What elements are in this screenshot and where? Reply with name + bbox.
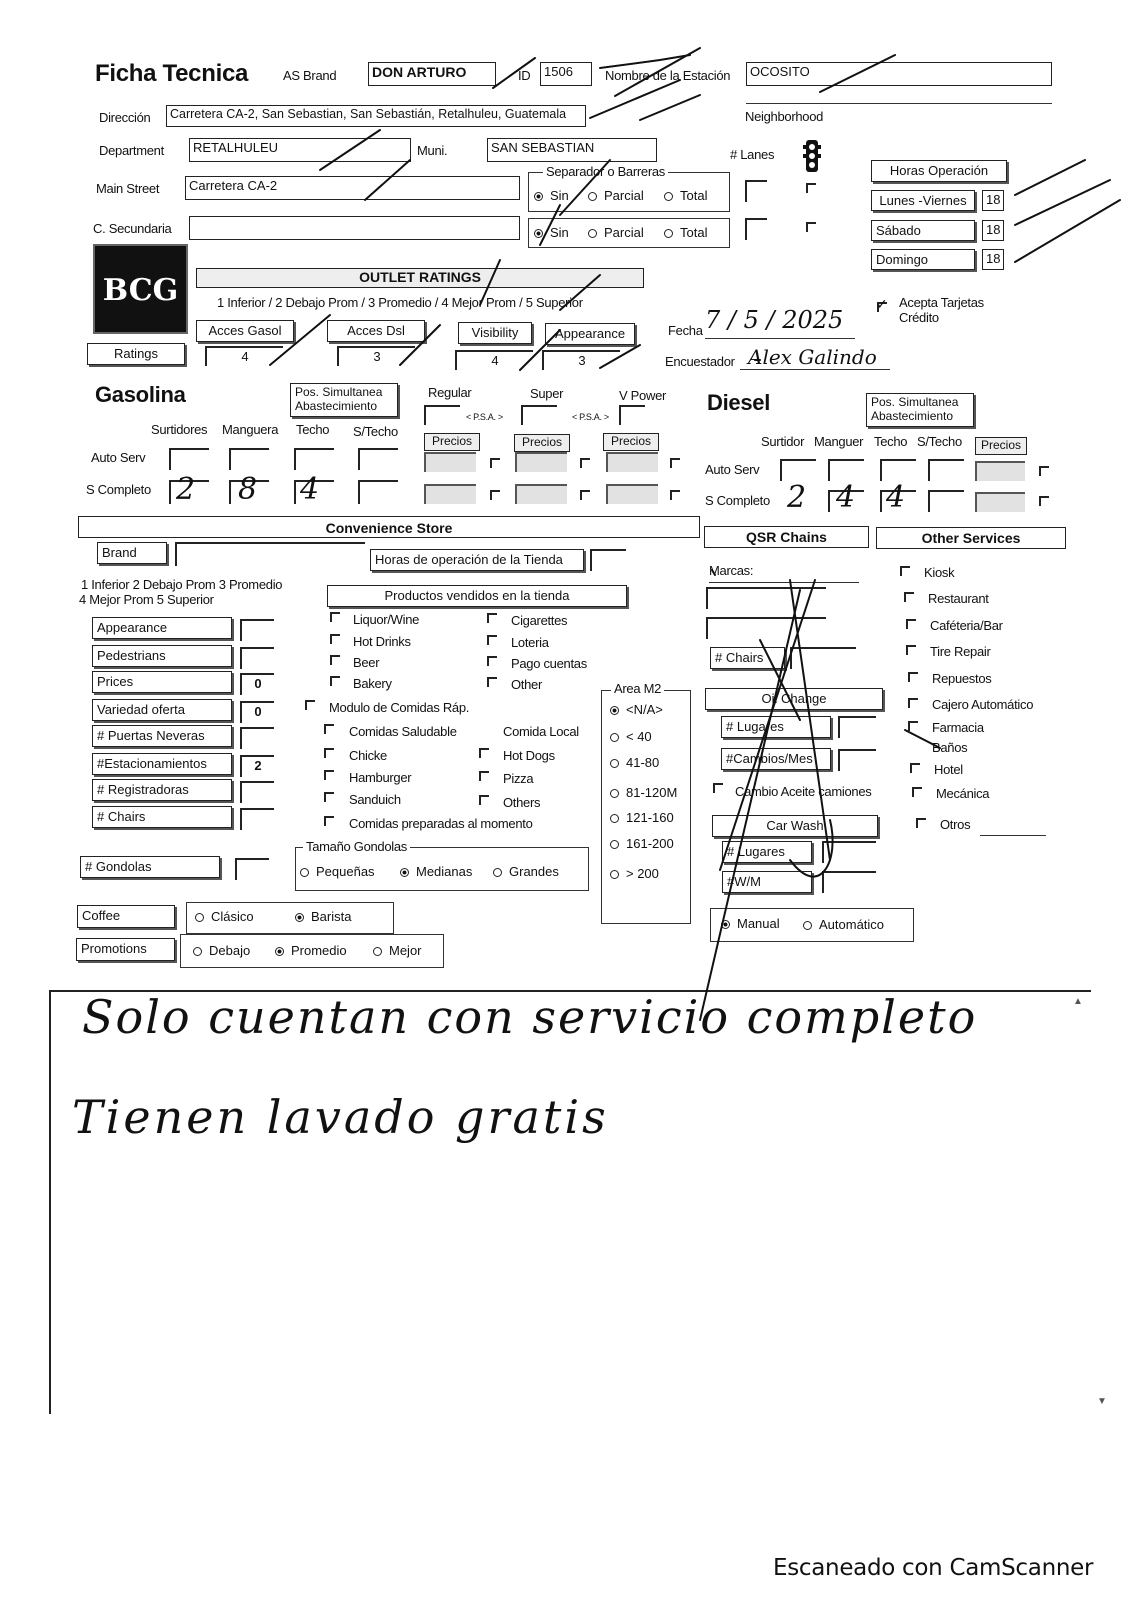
fastfood-check-hot-dogs[interactable] — [479, 748, 489, 758]
fastfood-label-others: Others — [503, 795, 541, 810]
diesel-auto-manguer[interactable] — [828, 459, 864, 481]
carwash-lugares-label: # Lugares — [722, 841, 812, 863]
product-check-hot-drinks[interactable] — [330, 634, 340, 644]
service-check-tire-repair[interactable] — [906, 645, 916, 655]
diesel-auto-label: Auto Serv — [705, 462, 760, 477]
gas-regular-box[interactable] — [424, 405, 460, 425]
store-hours-label: Horas de operación de la Tienda — [370, 549, 584, 571]
outlet-ratings-title: OUTLET RATINGS — [196, 268, 644, 288]
store-brand-label: Brand — [97, 542, 167, 564]
separator2-sin-radio[interactable]: Sin — [534, 225, 569, 240]
gas-completo-label: S Completo — [86, 482, 151, 497]
diesel-auto-price[interactable] — [975, 461, 1025, 481]
service-label-kiosk: Kiosk — [924, 565, 955, 580]
surveyor-label: Encuestador — [665, 354, 735, 369]
service-check-hotel[interactable] — [910, 763, 920, 773]
rating-acces-dsl-label: Acces Dsl — [327, 320, 425, 342]
diesel-completo-price[interactable] — [975, 492, 1025, 512]
separator-label: Separador o Barreras — [543, 164, 668, 179]
aceite-checkbox[interactable] — [713, 783, 723, 793]
service-check-cajero-automatico[interactable] — [908, 698, 918, 708]
scroll-down-icon[interactable]: ▼ — [1097, 1396, 1107, 1407]
gas-auto-check-3[interactable] — [670, 458, 680, 468]
service-check-farmacia[interactable] — [908, 721, 918, 731]
diesel-completo-check[interactable] — [1039, 496, 1049, 506]
product-label-bakery: Bakery — [353, 676, 392, 691]
fastfood-check-others[interactable] — [479, 795, 489, 805]
metric-label-puertas-neveras: # Puertas Neveras — [92, 725, 232, 747]
id-field[interactable]: 1506 — [540, 62, 592, 86]
department-field[interactable]: RETALHULEU — [189, 138, 411, 162]
credit-label: Acepta Tarjetas Crédito — [899, 295, 984, 325]
diesel-col-stecho: S/Techo — [917, 434, 962, 449]
oil-change-label: Oil Change — [705, 688, 883, 710]
product-check-liquor-wine[interactable] — [330, 612, 340, 622]
gas-auto-stecho[interactable] — [358, 448, 398, 470]
service-label-farmacia: Farmacia — [932, 720, 984, 735]
gas-pos-simultanea: Pos. Simultanea Abastecimiento — [290, 383, 398, 417]
surveyor-line — [740, 369, 890, 370]
scroll-up-icon[interactable]: ▲ — [1073, 996, 1083, 1007]
qsr-chains-header: QSR Chains — [704, 526, 869, 548]
fastfood-label-hamburger: Hamburger — [349, 770, 412, 785]
gas-auto-surtidores[interactable] — [169, 448, 209, 470]
fastfood-check-comidas-saludable[interactable] — [324, 724, 334, 734]
aceite-label: Cambio Aceite camiones — [735, 784, 872, 799]
convenience-store-header: Convenience Store — [78, 516, 700, 538]
diesel-pos-simultanea: Pos. Simultanea Abastecimiento — [866, 393, 974, 427]
lanes-sec-check[interactable] — [806, 222, 816, 232]
separator2-parcial-radio[interactable]: Parcial — [588, 225, 644, 240]
separator-parcial-radio[interactable]: Parcial — [588, 188, 644, 203]
metric-label-prices: Prices — [92, 671, 232, 693]
main-street-field[interactable]: Carretera CA-2 — [185, 176, 520, 200]
surveyor-value[interactable]: Alex Galindo — [748, 345, 877, 369]
service-label-hotel: Hotel — [934, 762, 963, 777]
service-label-cajero-automatico: Cajero Automático — [932, 697, 1034, 712]
gas-auto-check-1[interactable] — [490, 458, 500, 468]
product-label-pago-cuentas: Pago cuentas — [511, 656, 587, 671]
hours-sunday-label: Domingo — [871, 249, 975, 270]
oil-lugares-label: # Lugares — [721, 716, 831, 738]
date-label: Fecha — [668, 323, 703, 338]
qsr-marcas-box-2[interactable] — [706, 617, 826, 639]
product-check-cigarettes[interactable] — [487, 613, 497, 623]
gas-completo-check-2[interactable] — [580, 490, 590, 500]
product-check-loteria[interactable] — [487, 635, 497, 645]
metric-value-appearance[interactable] — [240, 619, 274, 641]
form-title: Ficha Tecnica — [95, 60, 249, 87]
hours-weekday-label: Lunes -Viernes — [871, 190, 975, 211]
product-check-pago-cuentas[interactable] — [487, 656, 497, 666]
gas-psa-1: < P.S.A. > — [466, 412, 503, 422]
gas-precios-1: Precios — [424, 433, 480, 451]
lanes-main-check[interactable] — [806, 183, 816, 193]
product-check-bakery[interactable] — [330, 676, 340, 686]
diesel-completo-techo-value: 4 — [886, 480, 906, 515]
area-40-radio[interactable]: < 40 — [610, 729, 652, 744]
area-81-120m-radio[interactable]: 81-120M — [610, 785, 677, 800]
rating-acces-gasol-label: Acces Gasol — [196, 320, 294, 342]
rating-acces-dsl-value[interactable]: 3 — [337, 346, 415, 366]
station-field[interactable]: OCOSITO — [746, 62, 1052, 86]
station-label: Nombre de la Estación — [605, 68, 731, 83]
area-121-160-radio[interactable]: 121-160 — [610, 810, 674, 825]
date-value[interactable]: 7 / 5 / 2025 — [705, 306, 844, 334]
metric-label-registradoras: # Registradoras — [92, 779, 232, 801]
diesel-auto-surtidor[interactable] — [780, 459, 816, 481]
gas-vpower-box[interactable] — [619, 405, 645, 425]
product-label-other: Other — [511, 677, 543, 692]
diesel-precios: Precios — [975, 437, 1027, 455]
fastfood-check-hamburger[interactable] — [324, 770, 334, 780]
fastfood-checkbox[interactable] — [305, 700, 315, 710]
coffee-clasico-radio[interactable]: Clásico — [195, 909, 254, 924]
promotions-mejor-radio[interactable]: Mejor — [373, 943, 422, 958]
gas-regular-label: Regular — [428, 385, 472, 400]
coffee-barista-radio[interactable]: Barista — [295, 909, 351, 924]
diesel-col-manguer: Manguer — [814, 434, 864, 449]
gas-precios-2: Precios — [514, 434, 570, 452]
product-label-beer: Beer — [353, 655, 380, 670]
metric-label-pedestrians: Pedestrians — [92, 645, 232, 667]
products-title: Productos vendidos en la tienda — [327, 585, 627, 607]
metric-value-puertas-neveras[interactable] — [240, 727, 274, 749]
gas-col-surtidores: Surtidores — [151, 422, 208, 437]
product-label-cigarettes: Cigarettes — [511, 613, 568, 628]
fastfood-check-pizza[interactable] — [479, 771, 489, 781]
otros-line — [980, 835, 1046, 836]
oil-cambios-label: #Cambios/Mes — [721, 748, 831, 770]
metric-value-prices[interactable]: 0 — [240, 673, 274, 695]
gas-col-techo: Techo — [296, 422, 330, 437]
service-check-mecanica[interactable] — [912, 787, 922, 797]
check-icon: ✓ — [876, 296, 888, 312]
other-services-header: Other Services — [876, 527, 1066, 549]
metric-value-estacionamientos[interactable]: 2 — [240, 755, 274, 777]
service-label-cafeteria-bar: Caféteria/Bar — [930, 618, 1003, 633]
gas-col-stecho: S/Techo — [353, 424, 398, 439]
area-group — [601, 690, 691, 924]
area-41-80-radio[interactable]: 41-80 — [610, 755, 659, 770]
service-check-restaurant[interactable] — [904, 592, 914, 602]
separator-sin-radio[interactable]: Sin — [534, 188, 569, 203]
fastfood-label-comidas-preparadas-al-momento: Comidas preparadas al momento — [349, 816, 533, 831]
date-line — [705, 338, 855, 339]
hours-weekday-value[interactable]: 18 — [982, 190, 1004, 211]
fastfood-label: Modulo de Comidas Ráp. — [329, 700, 470, 715]
metric-label-variedad-oferta: Variedad oferta — [92, 699, 232, 721]
service-label-repuestos: Repuestos — [932, 671, 992, 686]
fastfood-label-sanduich: Sanduich — [349, 792, 401, 807]
service-label-otros: Otros — [940, 817, 971, 832]
separator2-total-radio[interactable]: Total — [664, 225, 707, 240]
product-label-liquor-wine: Liquor/Wine — [353, 612, 420, 627]
fastfood-check-chicke[interactable] — [324, 748, 334, 758]
id-label: ID — [518, 68, 531, 83]
metric-label-chairs: # Chairs — [92, 806, 232, 828]
gas-auto-check-2[interactable] — [580, 458, 590, 468]
gas-auto-price-1[interactable] — [424, 452, 476, 472]
fastfood-check-sanduich[interactable] — [324, 792, 334, 802]
gas-completo-manguera-value: 8 — [238, 472, 258, 507]
as-brand-label: AS Brand — [283, 68, 337, 83]
hours-saturday-label: Sábado — [871, 220, 975, 241]
address-label: Dirección — [99, 110, 151, 125]
qsr-chairs-box[interactable] — [790, 647, 856, 669]
rating-acces-gasol-value[interactable]: 4 — [205, 346, 283, 366]
gas-auto-manguera[interactable] — [229, 448, 269, 470]
carwash-wm-box[interactable] — [822, 871, 876, 893]
area-161-200-radio[interactable]: 161-200 — [610, 836, 674, 851]
service-check-repuestos[interactable] — [908, 672, 918, 682]
diesel-title: Diesel — [707, 390, 771, 415]
store-brand-field[interactable] — [175, 542, 365, 566]
department-label: Department — [99, 143, 164, 158]
qsr-marcas-label: Marcas: — [709, 563, 754, 578]
secondary-street-label: C. Secundaria — [93, 221, 172, 236]
diesel-auto-check[interactable] — [1039, 466, 1049, 476]
gondola-grandes-radio[interactable]: Grandes — [493, 864, 559, 879]
metric-value-pedestrians[interactable] — [240, 647, 274, 669]
diesel-auto-techo[interactable] — [880, 459, 916, 481]
muni-field[interactable]: SAN SEBASTIAN — [487, 138, 657, 162]
hours-sunday-value[interactable]: 18 — [982, 249, 1004, 270]
area-label: Area M2 — [611, 681, 664, 696]
gas-precios-3: Precios — [603, 433, 659, 451]
gas-completo-price-3[interactable] — [606, 484, 658, 504]
product-check-other[interactable] — [487, 677, 497, 687]
service-label-tire-repair: Tire Repair — [930, 644, 991, 659]
fastfood-label-hot-dogs: Hot Dogs — [503, 748, 555, 763]
metric-value-variedad-oferta[interactable]: 0 — [240, 701, 274, 723]
store-scale-1: 1 Inferior 2 Debajo Prom 3 Promedio — [81, 577, 283, 592]
gondola-pequenas-radio[interactable]: Pequeñas — [300, 864, 375, 879]
gas-completo-techo-value: 4 — [300, 472, 320, 507]
gas-completo-surtidores-value: 2 — [176, 472, 196, 507]
wash-automatico-radio[interactable]: Automático — [803, 917, 884, 932]
area-n-a-radio[interactable]: <N/A> — [610, 702, 663, 717]
main-street-label: Main Street — [96, 181, 160, 196]
diesel-completo-surtidor-value: 2 — [787, 480, 807, 515]
neighborhood-label: Neighborhood — [745, 109, 824, 124]
fastfood-label-comidas-saludable: Comidas Saludable — [349, 724, 457, 739]
gondola-size-label: Tamaño Gondolas — [303, 839, 410, 854]
comida-local-label: Comida Local — [503, 724, 579, 739]
oil-lugares-box[interactable] — [838, 716, 876, 738]
promotions-promedio-radio[interactable]: Promedio — [275, 943, 347, 958]
promotions-debajo-radio[interactable]: Debajo — [193, 943, 250, 958]
muni-label: Muni. — [417, 143, 448, 158]
store-scale-2: 4 Mejor Prom 5 Superior — [79, 592, 214, 607]
area-200-radio[interactable]: > 200 — [610, 866, 659, 881]
gas-col-manguera: Manguera — [222, 422, 279, 437]
lanes-label: # Lanes — [730, 147, 775, 162]
hours-saturday-value[interactable]: 18 — [982, 220, 1004, 241]
store-hours-field[interactable] — [590, 549, 626, 571]
lanes-sec-box[interactable] — [745, 218, 767, 240]
diesel-completo-label: S Completo — [705, 493, 770, 508]
metric-label-estacionamientos: #Estacionamientos — [92, 753, 232, 775]
gas-auto-techo[interactable] — [294, 448, 334, 470]
ratings-scale: 1 Inferior / 2 Debajo Prom / 3 Promedio / 4 Mejor Prom / 5 Superior — [217, 295, 583, 310]
gas-auto-price-3[interactable] — [606, 452, 658, 472]
metric-value-registradoras[interactable] — [240, 781, 274, 803]
rating-visibility-value[interactable]: 4 — [455, 350, 533, 370]
qsr-chairs-label: # Chairs — [710, 647, 785, 669]
gas-auto-label: Auto Serv — [91, 450, 146, 465]
fastfood-check-comidas-preparadas-al-momento[interactable] — [324, 816, 334, 826]
rating-visibility-label: Visibility — [458, 322, 532, 344]
gas-psa-2: < P.S.A. > — [572, 412, 609, 422]
secondary-street-field[interactable] — [189, 216, 520, 240]
bcg-logo: BCG — [93, 244, 188, 334]
fastfood-label-pizza: Pizza — [503, 771, 534, 786]
notes-box — [49, 990, 1091, 1414]
diesel-completo-manguer-value: 4 — [836, 480, 856, 515]
metric-label-gondolas: # Gondolas — [80, 856, 220, 878]
service-check-cafeteria-bar[interactable] — [906, 619, 916, 629]
gondola-medianas-radio[interactable]: Medianas — [400, 864, 472, 879]
product-label-hot-drinks: Hot Drinks — [353, 634, 411, 649]
diesel-completo-stecho[interactable] — [928, 490, 964, 512]
note-line-1: Solo cuentan con servicio completo — [82, 990, 978, 1044]
promotions-label: Promotions — [76, 938, 175, 961]
gas-completo-stecho[interactable] — [358, 480, 398, 504]
fastfood-label-chicke: Chicke — [349, 748, 387, 763]
traffic-light-icon — [803, 140, 821, 172]
service-check-otros[interactable] — [916, 818, 926, 828]
diesel-col-surtidor: Surtidor — [761, 434, 805, 449]
gas-completo-price-2[interactable] — [515, 484, 567, 504]
carwash-wm-label: #W/M — [722, 871, 812, 893]
diesel-auto-stecho[interactable] — [928, 459, 964, 481]
service-check-kiosk[interactable] — [900, 566, 910, 576]
diesel-col-techo: Techo — [874, 434, 908, 449]
qsr-marcas-box-1[interactable] — [706, 587, 826, 609]
metric-label-appearance: Appearance — [92, 617, 232, 639]
gas-super-label: Super — [530, 386, 564, 401]
service-label-restaurant: Restaurant — [928, 591, 989, 606]
carwash-label: Car Wash — [712, 815, 878, 837]
product-check-beer[interactable] — [330, 655, 340, 665]
qsr-marcas-line-1 — [709, 582, 859, 583]
gas-completo-check-1[interactable] — [490, 490, 500, 500]
metric-value-gondolas[interactable] — [235, 858, 269, 880]
ratings-row-label: Ratings — [87, 343, 185, 365]
neighborhood-line — [746, 103, 1052, 104]
gas-super-box[interactable] — [521, 405, 557, 425]
product-label-loteria: Loteria — [511, 635, 549, 650]
gas-vpower-label: V Power — [619, 388, 667, 403]
gas-completo-check-3[interactable] — [670, 490, 680, 500]
service-label-banos: Baños — [932, 740, 968, 755]
hours-title: Horas Operación — [871, 160, 1007, 182]
coffee-label: Coffee — [77, 905, 175, 928]
oil-cambios-box[interactable] — [838, 749, 876, 771]
rating-appearance-label: Appearance — [545, 323, 635, 345]
note-line-2: Tienen lavado gratis — [72, 1090, 609, 1144]
metric-value-chairs[interactable] — [240, 808, 274, 830]
service-label-mecanica: Mecánica — [936, 786, 990, 801]
camscanner-footer: Escaneado con CamScanner — [773, 1555, 1094, 1581]
gas-completo-price-1[interactable] — [424, 484, 476, 504]
rating-appearance-value[interactable]: 3 — [542, 350, 620, 370]
brand-field[interactable]: DON ARTURO — [368, 62, 496, 86]
gas-auto-price-2[interactable] — [515, 452, 567, 472]
address-field[interactable]: Carretera CA-2, San Sebastian, San Sebastián, Retalhuleu, Guatemala — [166, 105, 586, 127]
lanes-main-box[interactable] — [745, 180, 767, 202]
wash-manual-radio[interactable]: Manual — [721, 916, 780, 931]
separator-total-radio[interactable]: Total — [664, 188, 707, 203]
carwash-lugares-box[interactable] — [822, 841, 876, 863]
gasolina-title: Gasolina — [95, 382, 186, 407]
